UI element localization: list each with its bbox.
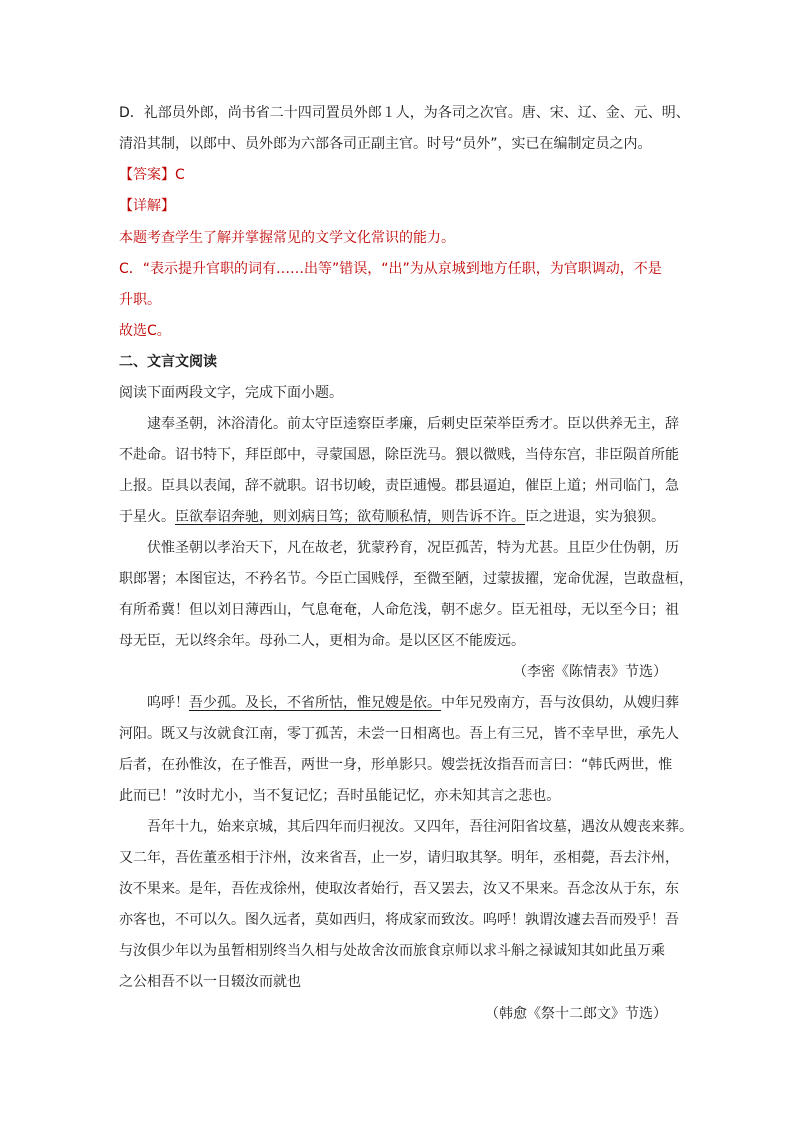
passage2-p1-line-3: 后者，在孙惟汝，在子惟吾，两世一身，形单影只。嫂尝抚汝指吾而言曰：“韩氏两世，惟 <box>119 757 673 773</box>
passage2-p2-line-6: 之公相吾不以一日辍汝而就也 <box>119 974 301 990</box>
passage2-p1-line-1-rest: 中年兄殁南方，吾与汝俱幼，从嫂归葬 <box>441 695 679 711</box>
explanation-label: 【详解】 <box>119 198 175 214</box>
passage2-p2-line-1: 吾年十九，始来京城，其后四年而归视汝。又四年，吾往河阳省坟墓，遇汝从嫂丧来葬。 <box>147 819 693 835</box>
passage1-source: （李密《陈情表》节选） <box>513 664 667 680</box>
passage1-p1-line-1: 逮奉圣朝，沐浴清化。前太守臣逵察臣孝廉，后刺史臣荣举臣秀才。臣以供养无主，辞 <box>147 416 679 432</box>
underlined-sentence: 臣欲奉诏奔驰，则刘病日笃；欲苟顺私情，则告诉不许。 <box>175 509 525 525</box>
passage2-p1-line-2: 河阳。既又与汝就食江南，零丁孤苦，未尝一日相离也。吾上有三兄，皆不幸早世，承先人 <box>119 726 679 742</box>
passage2-p2-line-5: 与汝俱少年以为虽暂相别终当久相与处故舍汝而旅食京师以求斗斛之禄诚知其如此虽万乘 <box>119 943 665 959</box>
section-heading: 二、文言文阅读 <box>119 354 217 370</box>
passage2-p1-line-1-start: 呜呼！ <box>147 695 189 711</box>
passage2-p2-line-4: 亦客也，不可以久。图久远者，莫如西归，将成家而致汝。呜呼！孰谓汝遽去吾而殁乎！吾 <box>119 912 679 928</box>
passage1-p2-line-1: 伏惟圣朝以孝治天下，凡在故老，犹蒙矜育，况臣孤苦，特为尤甚。且臣少仕伪朝，历 <box>147 540 679 556</box>
underlined-sentence-a: 吾少孤。 <box>189 695 245 711</box>
section-instruction: 阅读下面两段文字，完成下面小题。 <box>119 385 343 401</box>
passage1-p2-line-2: 职郎署；本图宦达，不矜名节。今臣亡国贱俘，至微至陋，过蒙拔擢，宠命优渥，岂敢盘桓， <box>119 571 693 587</box>
option-d-line-1: D．礼部员外郎，尚书省二十四司置员外郎１人，为各司之次官。唐、宋、辽、金、元、明、 <box>119 105 690 121</box>
explanation-conclusion: 故选C。 <box>119 323 171 339</box>
explanation-line-3: 升职。 <box>119 292 161 308</box>
passage2-p2-line-2: 又二年，吾佐董丞相于汴州，汝来省吾，止一岁，请归取其孥。明年，丞相薨，吾去汴州， <box>119 850 679 866</box>
answer-label: 【答案】 <box>119 167 175 183</box>
passage1-p2-line-3: 有所希冀！但以刘日薄西山，气息奄奄，人命危浅，朝不虑夕。臣无祖母，无以至今日；祖 <box>119 602 679 618</box>
passage1-p1-line-2: 不赴命。诏书特下，拜臣郎中，寻蒙国恩，除臣洗马。猥以微贱，当侍东宫，非臣陨首所能 <box>119 447 679 463</box>
passage1-p1-line-3: 上报。臣具以表闻，辞不就职。诏书切峻，责臣逋慢。郡县逼迫，催臣上道；州司临门，急 <box>119 478 679 494</box>
passage2-source: （韩愈《祭十二郎文》节选） <box>485 1006 667 1022</box>
explanation-line-2: C．“表示提升官职的词有……出等”错误，“出”为从京城到地方任职，为官职调动，不是 <box>119 261 662 277</box>
passage1-p1-line-4-rest: 臣之进退，实为狼狈。 <box>525 509 665 525</box>
passage1-p2-line-4: 母无臣，无以终余年。母孙二人，更相为命。是以区区不能废远。 <box>119 633 525 649</box>
option-d-line-2: 清沿其制，以郎中、员外郎为六部各司正副主官。时号“员外”，实已在编制定员之内。 <box>119 136 652 152</box>
underlined-sentence-b: 及长，不省所怙，惟兄嫂是依。 <box>245 695 441 711</box>
answer-value: C <box>175 167 185 183</box>
passage2-p1-line-1 <box>147 693 679 713</box>
explanation-line-1: 本题考查学生了解并掌握常见的文学文化常识的能力。 <box>119 230 455 246</box>
passage2-p2-line-3: 汝不果来。是年，吾佐戎徐州，使取汝者始行，吾又罢去，汝又不果来。吾念汝从于东，东 <box>119 881 679 897</box>
answer-line <box>119 165 185 185</box>
passage1-p1-line-4-start: 于星火。 <box>119 509 175 525</box>
passage2-p1-line-4: 此而已！”汝时尤小，当不复记忆；吾时虽能记忆，亦未知其言之悲也。 <box>119 788 561 804</box>
passage1-p1-line-4 <box>119 507 665 527</box>
